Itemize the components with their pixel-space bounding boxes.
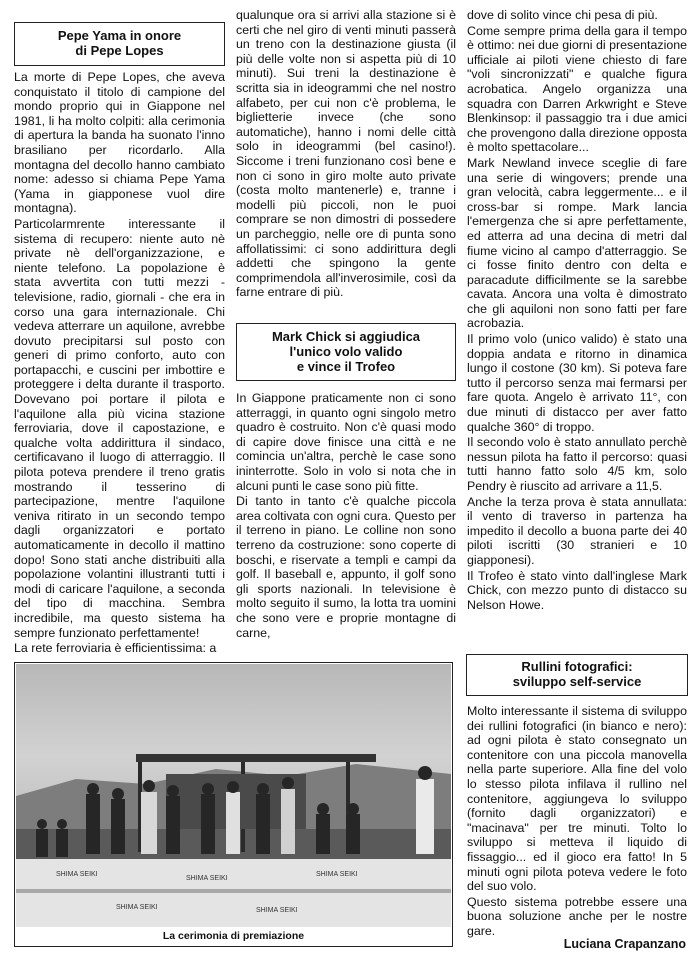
- continuation-paragraph: qualunque ora si arrivi alla stazione si è certi che nel giro di venti minuti passerà un treno con la destinazione giusta (il più delle volte non si aspetta più di 10 minuti). Sui treni la destinazione è scritta sia in ideogrammi che nel nostro alfabeto, per cui non c'è problema, le biglietterie invece (che sono automatiche), hanno i nomi delle città solo in ideogrammi (bel casino!). Siccome i treni funzionano così bene e non ci sono in giro molte auto private (costa molto mantenerle) e, tranne i modelli più piccoli, non le puoi comprare se non dimostri di possedere un parcheggio, nelle ore di punta sono affollatissimi: ci sono addirittura degli addetti che spingono la gente comprimendola all'inverosimile, così da farne entrare di più.: [236, 8, 456, 300]
- mark-paragraph: dove di solito vince chi pesa di più.: [467, 8, 658, 22]
- mark-title-line-3: e vince il Trofeo: [296, 359, 396, 374]
- pepe-paragraph: Particolarmrente interessante il sistema di recupero: niente auto nè private nè dell'organizzazione, e niente telefono. La popolazione è stata avvertita con tutti mezzi - televisione, radio, giornali - che era in corso una gara internazionale. Chi vedeva atterrare un aquilone, avrebbe dovuto precipitarsi sul posto con generi di primo conforto, auto con portapacchi, e cuscini per imbottire e proteggere i delta durante il trasporto. Dovevano poi portare il pilota e l'aquilone alla più vicina stazione ferroviaria, dove il capostazione, e qualche volta addirittura il sindaco, certificavano il luogo di atterraggio. Il pilota poteva prendere il treno gratis mostrando il tesserino di partecipazione, mentre l'aquilone veniva ritirato in un secondo tempo dagli organizzatori e portato automaticamente in decollo il mattino dopo! Sono stati anche distribuiti alla popolazione volantini illustranti tutti i modi di caricare l'aquilone, a seconda del tipo di macchina. Sembra incredibile, ma questo sistema ha sempre funzionato perfettamente!: [14, 216, 225, 640]
- mark-paragraph: In Giappone praticamente non ci sono atterraggi, in quanto ogni singolo metro quadro è costruito. Non c'è quasi modo di capire dove finisce una città e ne comincia un'altra, perchè le case sono ininterrotte. Solo in volo si nota che in alcuni punti le case sono più fitte.: [236, 391, 456, 493]
- pepe-paragraph: La morte di Pepe Lopes, che aveva conquistato il titolo di campione del mondo proprio qui in Giappone nel 1981, li ha molto colpiti: alla cerimonia di apertura la banda ha suonato l'inno brasiliano per ricordarlo. Alla montagna del decollo hanno cambiato nome: adesso si chiama Pepe Yama (Yama in giapponese vuol dire montagna).: [14, 70, 225, 216]
- scaffold-tower: [136, 754, 376, 762]
- rullini-paragraph: Questo sistema potrebbe essere una buona soluzione anche per le nostre gare.: [467, 894, 687, 938]
- pepe-title-line-2: di Pepe Lopes: [75, 43, 164, 58]
- rullini-paragraph: Molto interessante il sistema di sviluppo dei rullini fotografici (in bianco e nero): ad ogni pilota è stato consegnato un contenitore con una piccola manovella nella parte superiore. Alla fine del volo lo stesso pilota infilava il rullino nel contenitore, aggiungeva lo sviluppo (fornito dagli organizzatori) e "macinava" per tre minuti. Tolto lo sviluppo si metteva il liquido di fissaggio... ed il gioco era fatto! In 5 minuti ogni pilota poteva vedere le foto del suo volo.: [467, 704, 687, 894]
- podium-banner-text: SHIMA SEIKI: [316, 871, 358, 878]
- podium-banner-text: SHIMA SEIKI: [116, 904, 158, 911]
- pepe-article-body: [14, 70, 225, 657]
- mark-paragraph: Come sempre prima della gara il tempo è ottimo: nei due giorni di presentazione ufficiale ai piloti viene chiesto di fare "voli sincronizzati" e qualche figura acrobatica. Angelo organizza una squadra con Darren Arkwright e Steve Blenkinsop: il passaggio tra i due amici che provengono dalla direzione opposta è molto spettacolare...: [467, 23, 687, 155]
- pepe-title-line-1: Pepe Yama in onore: [57, 28, 182, 43]
- pepe-paragraph: La rete ferroviaria è efficientissima: a: [14, 641, 217, 656]
- award-ceremony-photo: [16, 664, 451, 927]
- podium-banner-text: SHIMA SEIKI: [56, 871, 98, 878]
- rullini-title-line-2: sviluppo self-service: [512, 674, 642, 689]
- podium-banner-text: SHIMA SEIKI: [186, 875, 228, 882]
- mark-article-body-col2: [236, 391, 456, 641]
- photo-caption: La cerimonia di premiazione: [162, 930, 305, 942]
- mark-paragraph: Di tanto in tanto c'è qualche piccola area coltivata con ogni cura. Questo per il terreno in piano. Le colline non sono terreno da costruzione: sono coperte di boschi, e riservate a templi e campi da golf. Il baseball e, appunto, il golf sono gli sports nazionali. In televisione è molto seguito il sumo, la lotta tra uomini che sono vere e proprie montagne di carne,: [236, 494, 456, 640]
- podium-banner-text: SHIMA SEIKI: [256, 907, 298, 914]
- mark-paragraph: Il secondo volo è stato annullato perchè nessun pilota ha fatto il percorso: quasi tutti hanno fatto solo 4/5 km, solo Pendry è riuscito ad arrivare a 11,5.: [467, 435, 687, 493]
- column-2-continuation: [236, 8, 456, 301]
- mark-article-body-col3: [467, 8, 687, 613]
- rullini-article-body: [467, 704, 687, 940]
- mark-paragraph: Il primo volo (unico valido) è stato una doppia andata e ritorno in dinamica lungo il costone (30 km). Si poteva fare tutto il percorso senza mai fermarsi per fare quota. Angelo è arrivato 11°, con due minuti di distacco per aver fatto qualche 360° di troppo.: [467, 332, 687, 434]
- mark-title-line-2: l'unico volo valido: [289, 344, 403, 359]
- rullini-article-title: [468, 659, 686, 689]
- mark-paragraph: Il Trofeo è stato vinto dall'inglese Mark Chick, con mezzo punto di distacco su Nelson Howe.: [467, 568, 687, 612]
- rullini-title-line-1: Rullini fotografici:: [521, 659, 633, 674]
- photo-illustration: [16, 664, 451, 927]
- pepe-article-title: [16, 28, 223, 58]
- podium-step: [16, 889, 451, 893]
- mark-article-title: [238, 329, 454, 374]
- mark-paragraph: Anche la terza prova è stata annullata: il vento di traverso in partenza ha impedito il decollo a buona parte dei 40 piloti iscritti (30 stranieri e 10 giapponesi).: [467, 494, 687, 567]
- mark-title-line-1: Mark Chick si aggiudica: [271, 329, 421, 344]
- author-signature: Luciana Crapanzano: [563, 937, 686, 951]
- mark-paragraph: Mark Newland invece sceglie di fare una serie di wingovers; prende una gran velocità, cabra leggermente... e il cross-bar si rompe. Mark lancia l'emergenza che si apre perfettamente, ed atterra ad una decina di metri dal fiume vicino al campo d'atterraggio. Se ci fosse finito dentro con delta e paracadute difficilmente se la sarebbe cavata. Ancora una volta è dimostrato che gli aquiloni non sono fatti per fare acrobazia.: [467, 155, 687, 331]
